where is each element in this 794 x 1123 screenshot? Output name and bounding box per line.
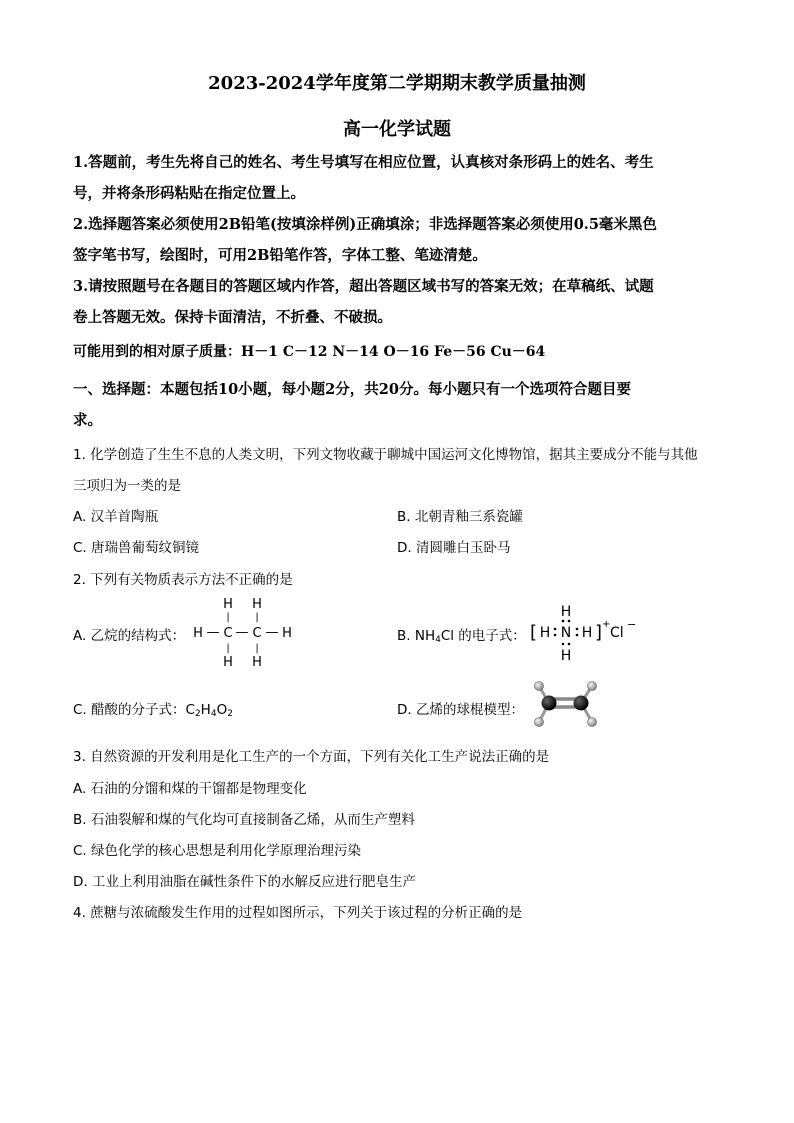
nh4cl-left-bracket: [ [530,622,538,643]
atomic-mass-line: 可能用到的相对原子质量：H－1 C－12 N－14 O－16 Fe－56 Cu－64 [73,344,546,360]
ethane-c-left: C [223,626,233,641]
ethane-hbond-3: — [265,625,279,640]
q3-option-b: B. 石油裂解和煤的气化均可直接制备乙烯，从而生产塑料 [73,812,415,828]
q2-b-pre: B. NH [397,628,436,644]
ethane-vbond-bottom-right: | [255,643,259,654]
ethylene-c-atom-1 [542,696,557,711]
q2-c-mid1: H [200,702,211,718]
nh4cl-electron-formula [526,600,638,666]
ethane-hbond-2: — [235,625,249,640]
instruction-1a: 1.答题前，考生先将自己的姓名、考生号填写在相应位置，认真核对条形码上的姓名、考生 [73,154,654,171]
section-heading-1: 一、选择题：本题包括10小题，每小题2分，共20分。每小题只有一个选项符合题目要 [73,381,631,398]
exam-subtitle: 高一化学试题 [343,119,451,140]
instruction-3b: 卷上答题无效。保持卡面清洁，不折叠、不破损。 [73,309,392,326]
exam-title: 2023-2024学年度第二学期期末教学质量抽测 [208,73,586,94]
q1-stem-line1: 1. 化学创造了生生不息的人类文明，下列文物收藏于聊城中国运河文化博物馆，据其主要成分不能与其他 [73,447,698,463]
q2-stem: 2. 下列有关物质表示方法不正确的是 [73,572,293,588]
ethane-vbond-top-right: | [255,612,259,623]
ethane-c-right: C [252,626,262,641]
ethane-hbond-1: — [206,625,220,640]
q2-option-d: D. 乙烯的球棍模型： [397,702,524,718]
ethane-vbond-top-left: | [226,612,230,623]
nh4cl-n: N [560,625,572,641]
ethylene-h-atom-4 [588,718,597,727]
nh4cl-right-bracket: ] [595,622,603,643]
q3-stem: 3. 自然资源的开发利用是化工生产的一个方面，下列有关化工生产说法正确的是 [73,749,550,765]
nh4cl-h-right: H [581,625,593,641]
nh4cl-h-left: H [539,625,551,641]
instruction-3a: 3.请按照题号在各题目的答题区域内作答，超出答题区域书写的答案无效；在草稿纸、试题 [73,278,654,295]
q3-option-d: D. 工业上利用油脂在碱性条件下的水解反应进行肥皂生产 [73,874,416,890]
q2-b-post: Cl 的电子式： [440,628,526,644]
ethylene-ball-stick-model [528,678,606,732]
section-heading-2: 求。 [73,412,102,429]
q1-option-b: B. 北朝青釉三系瓷罐 [397,509,523,525]
ethane-h-right: H [282,626,292,641]
nh4cl-h-bottom: H [560,648,572,664]
q3-option-a: A. 石油的分馏和煤的干馏都是物理变化 [73,781,307,797]
nh4cl-h-top: H [560,604,572,620]
instruction-1b: 号，并将条形码粘贴在指定位置上。 [73,185,305,202]
q2-option-b [397,624,526,645]
ethylene-h-atom-1 [535,682,544,691]
q2-option-c [73,698,233,719]
q4-stem: 4. 蔗糖与浓硫酸发生作用的过程如图所示，下列关于该过程的分析正确的是 [73,905,523,921]
instruction-2a: 2.选择题答案必须使用2B铅笔(按填涂样例)正确填涂；非选择题答案必须使用0.5毫米黑色 [73,216,657,233]
q1-stem-line2: 三项归为一类的是 [73,478,181,494]
nh4cl-plus: + [602,619,611,630]
ethane-h-bottom-right: H [252,655,262,670]
ethane-vbond-bottom-left: | [226,643,230,654]
ethylene-h-atom-2 [535,718,544,727]
q1-option-a: A. 汉羊首陶瓶 [73,509,159,525]
nh4cl-minus: − [627,618,637,631]
ethane-h-top-left: H [223,597,233,612]
ethane-structural-formula [190,594,302,670]
instruction-2b: 签字笔书写，绘图时，可用2B铅笔作答，字体工整、笔迹清楚。 [73,247,487,264]
ethane-h-bottom-left: H [223,655,233,670]
ethane-h-top-right: H [252,597,262,612]
q3-option-c: C. 绿色化学的核心思想是利用化学原理治理污染 [73,843,362,859]
ethylene-c-atom-2 [574,696,589,711]
q2-c-sub1: 2 [194,709,201,719]
q2-c-sub3: 2 [227,709,233,719]
q2-option-a: A. 乙烷的结构式： [73,628,186,644]
q1-option-d: D. 清圆雕白玉卧马 [397,540,511,556]
q2-c-mid2: O [216,702,228,718]
q2-c-pre: C. 醋酸的分子式：C [73,702,195,718]
ethylene-h-atom-3 [588,682,597,691]
q2-b-sub: 4 [435,635,441,645]
q2-c-sub2: 4 [210,709,217,719]
q1-option-c: C. 唐瑞兽葡萄纹铜镜 [73,540,200,556]
nh4cl-cl: Cl [610,625,624,641]
ethane-h-left: H [193,626,203,641]
